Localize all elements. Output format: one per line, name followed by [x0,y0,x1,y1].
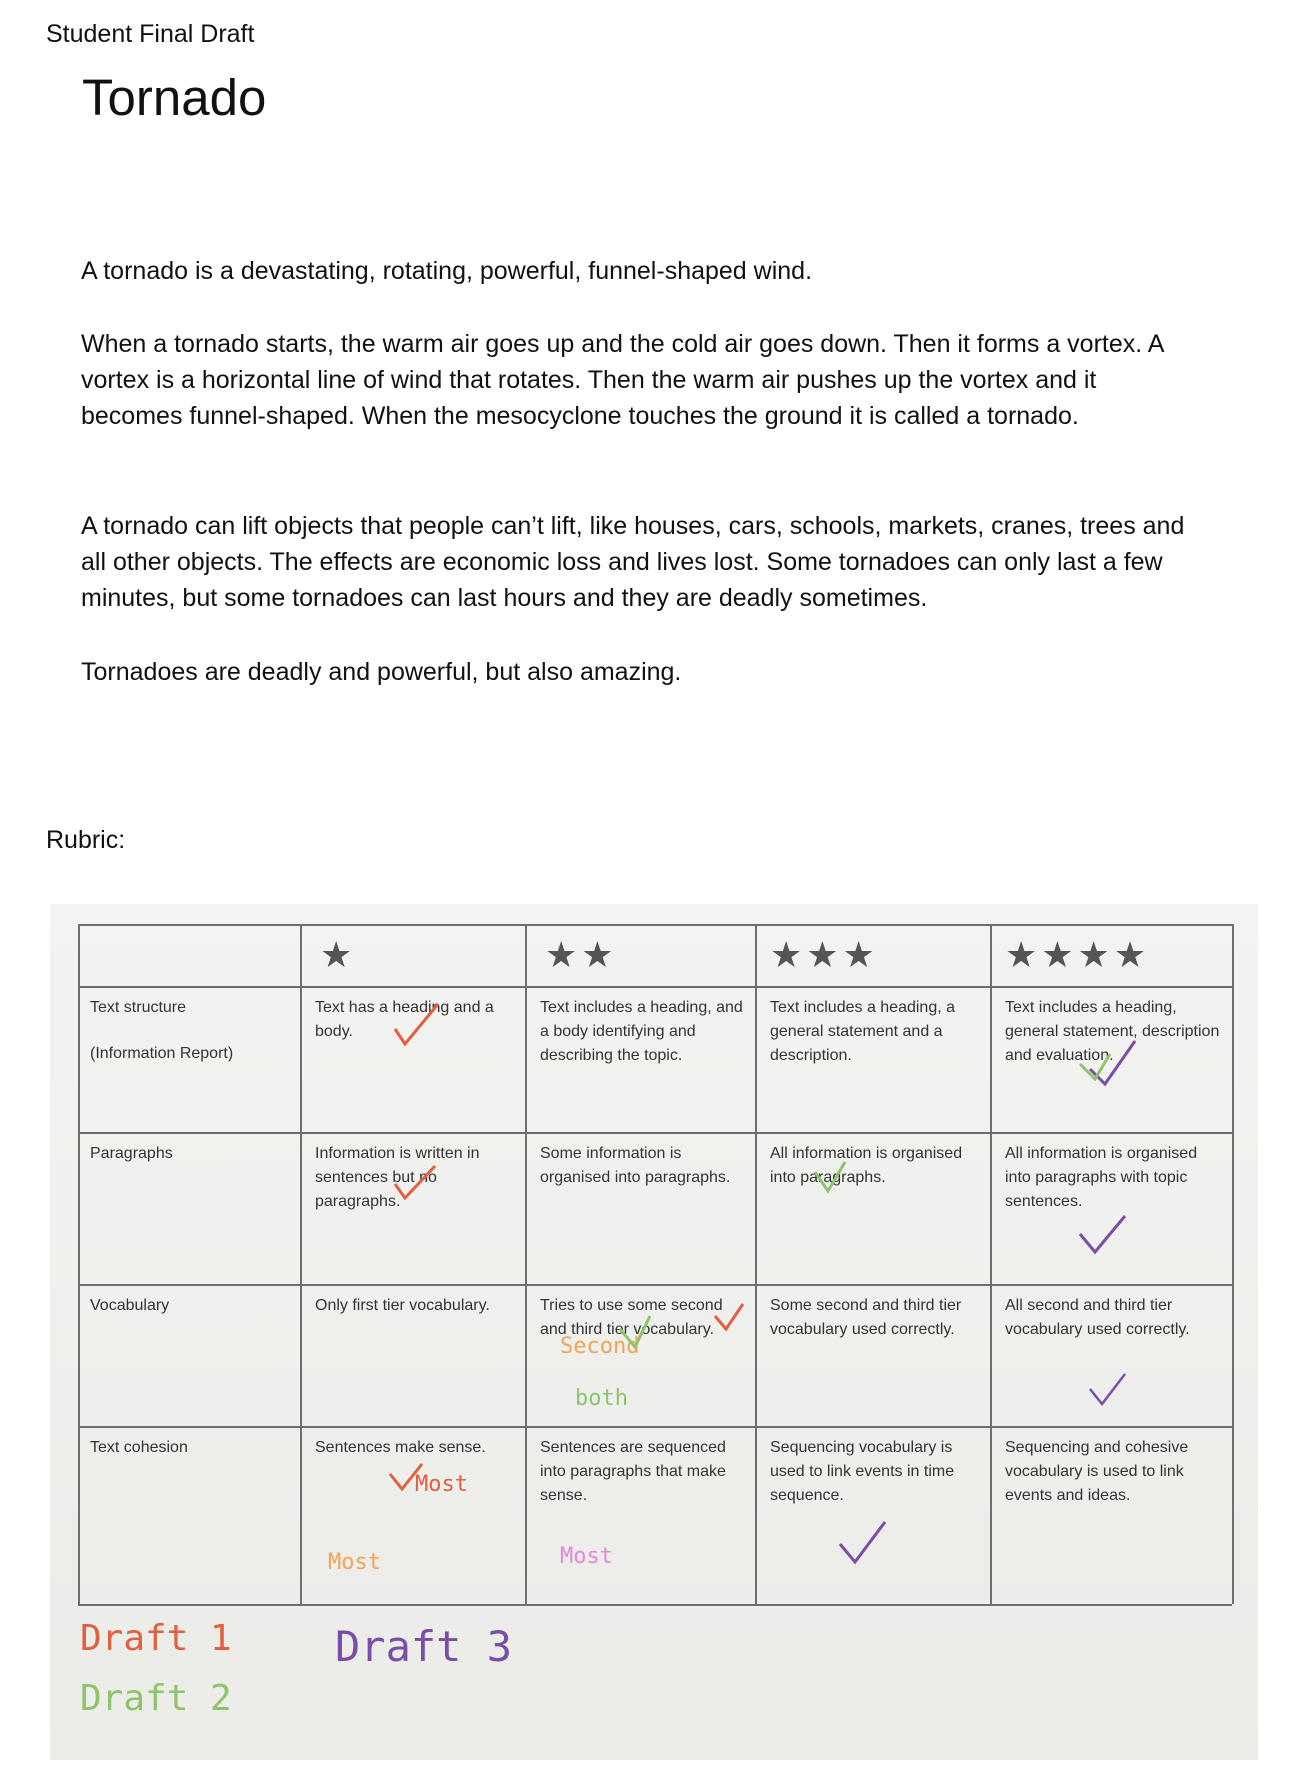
criterion-paragraphs: Paragraphs [90,1145,173,1162]
rubric-cell: Sentences make sense. [315,1439,486,1456]
check-icon [395,1004,438,1044]
draft-3-key: Draft 3 [335,1622,513,1671]
rubric-cell: All information is organised into paragraphs. [770,1145,963,1186]
one-star-header: ★ [320,934,357,975]
rubric-cell: All second and third tier vocabulary used correctly. [1005,1297,1190,1338]
criterion-subtitle: (Information Report) [90,1045,234,1062]
rubric-photo [50,904,1258,1760]
handwritten-note: Most [328,1550,381,1575]
document-label: Student Final Draft [46,20,255,48]
rubric-cell: Information is written in sentences but no paragraphs. [315,1145,480,1210]
check-icon [395,1166,435,1198]
check-icon [840,1522,885,1562]
essay-paragraph: A tornado can lift objects that people can’t lift, like houses, cars, schools, markets, cranes, trees and all other objects. The effects are economic loss and lives lost. Some tornadoes can only last a few minutes, but some tornadoes can last hours and they are deadly sometimes. [81,512,1185,612]
criterion-vocabulary: Vocabulary [90,1297,170,1314]
rubric-cell: Some information is organised into paragraphs. [540,1145,731,1186]
criterion-text-structure: Text structure [90,999,187,1016]
handwritten-note: Most [560,1544,613,1569]
handwritten-note: both [575,1386,628,1411]
rubric-cell: Sequencing and cohesive vocabulary is used to link events and ideas. [1005,1439,1189,1504]
draft-2-key: Draft 2 [80,1678,232,1719]
checkmarks [50,904,1258,1760]
rubric-cell: All information is organised into paragraphs with topic sentences. [1005,1145,1198,1210]
essay-paragraph: A tornado is a devastating, rotating, powerful, funnel-shaped wind. [81,257,813,285]
rubric-cell: Sequencing vocabulary is used to link events in time sequence. [770,1439,955,1504]
check-icon [715,1304,743,1329]
rubric-cell: Text includes a heading, general statement, description and evaluation. [1005,999,1220,1064]
four-star-header: ★★★★ [1005,934,1151,975]
rubric-cell: Only first tier vocabulary. [315,1297,490,1314]
essay-title: Tornado [82,69,267,126]
rubric-cell: Tries to use some second and third tier vocabulary. [540,1297,723,1338]
two-star-header: ★★ [545,934,618,975]
handwritten-note: Second [560,1334,640,1359]
rubric-cell: Sentences are sequenced into paragraphs that make sense. [540,1439,726,1504]
check-icon [620,1316,650,1347]
rubric-cell: Text includes a heading, and a body identifying and describing the topic. [540,999,743,1064]
essay-paragraph: Tornadoes are deadly and powerful, but also amazing. [81,658,682,686]
check-icon [1090,1374,1125,1404]
rubric-cell: Some second and third tier vocabulary used correctly. [770,1297,962,1338]
three-star-header: ★★★ [770,934,879,975]
rubric-label: Rubric: [46,826,126,854]
rubric-cell: Text has a heading and a body. [315,999,494,1040]
criterion-text-cohesion: Text cohesion [90,1439,188,1456]
check-icon [1080,1216,1125,1252]
essay-paragraph: When a tornado starts, the warm air goes up and the cold air goes down. Then it forms a vortex. A vortex is a horizontal line of wind that rotates. Then the warm air pushes up the vortex and it becomes funnel-shaped. When the mesocyclone touches the ground it is called a tornado. [81,330,1164,430]
draft-1-key: Draft 1 [80,1618,232,1659]
handwritten-note: Most [415,1472,468,1497]
check-icon [390,1464,422,1489]
check-icon [815,1162,845,1191]
rubric-cell: Text includes a heading, a general statement and a description. [770,999,956,1064]
